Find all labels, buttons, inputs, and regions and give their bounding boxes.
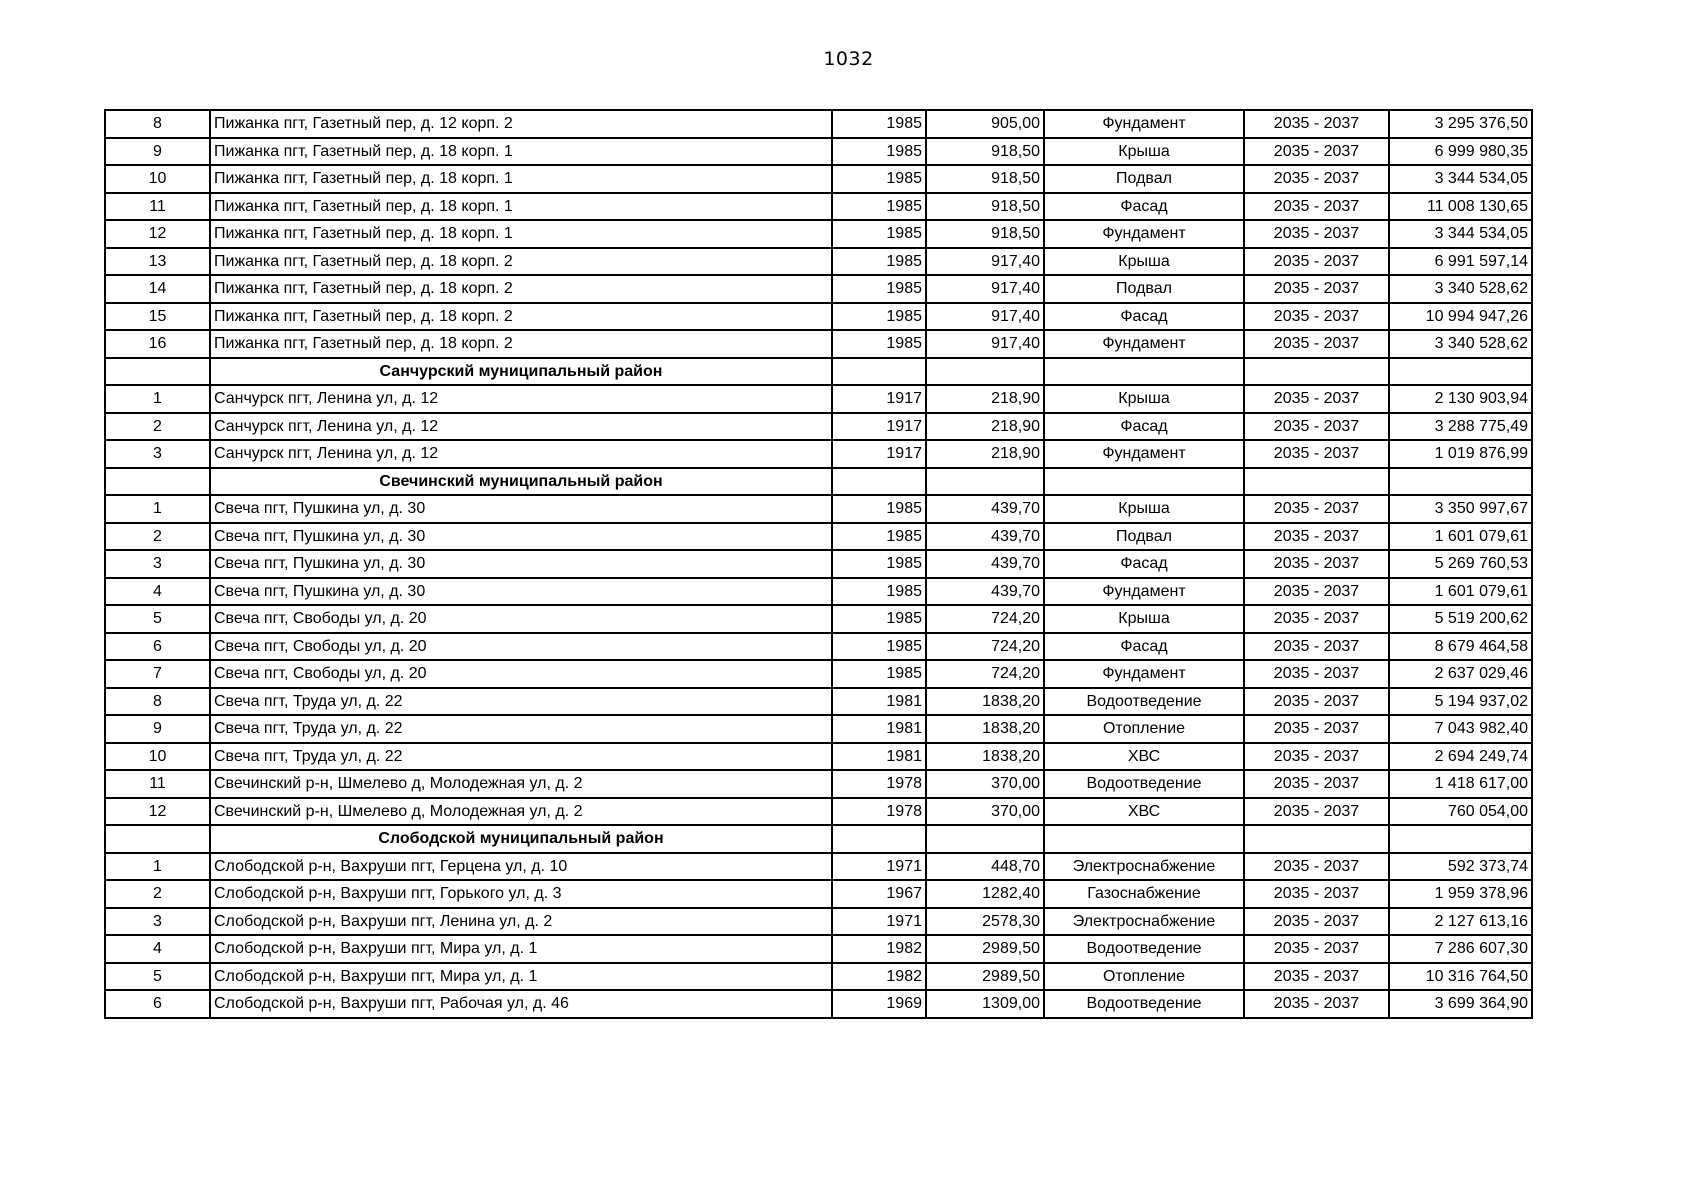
period-cell: 2035 - 2037 [1244, 440, 1389, 468]
period-cell: 2035 - 2037 [1244, 248, 1389, 276]
table-row [105, 935, 1532, 963]
address-cell: Свеча пгт, Пушкина ул, д. 30 [210, 578, 832, 606]
period-cell: 2035 - 2037 [1244, 633, 1389, 661]
table-row [105, 110, 1532, 138]
work-type-cell: Фундамент [1044, 110, 1244, 138]
year-built-cell: 1981 [832, 688, 926, 716]
table-row [105, 330, 1532, 358]
row-number: 8 [105, 110, 210, 138]
empty-cell [1044, 358, 1244, 386]
year-built-cell: 1917 [832, 440, 926, 468]
row-number: 5 [105, 963, 210, 991]
cost-cell: 1 019 876,99 [1389, 440, 1532, 468]
address-cell: Слободской р-н, Вахруши пгт, Герцена ул, д. 10 [210, 853, 832, 881]
period-cell: 2035 - 2037 [1244, 605, 1389, 633]
area-cell: 724,20 [926, 605, 1044, 633]
year-built-cell: 1969 [832, 990, 926, 1018]
work-type-cell: Подвал [1044, 275, 1244, 303]
period-cell: 2035 - 2037 [1244, 165, 1389, 193]
period-cell: 2035 - 2037 [1244, 275, 1389, 303]
year-built-cell: 1967 [832, 880, 926, 908]
cost-cell: 11 008 130,65 [1389, 193, 1532, 221]
address-cell: Свеча пгт, Пушкина ул, д. 30 [210, 550, 832, 578]
work-type-cell: Фасад [1044, 633, 1244, 661]
period-cell: 2035 - 2037 [1244, 550, 1389, 578]
work-type-cell: Фундамент [1044, 440, 1244, 468]
cost-cell: 3 344 534,05 [1389, 220, 1532, 248]
period-cell: 2035 - 2037 [1244, 330, 1389, 358]
row-number: 3 [105, 440, 210, 468]
cost-cell: 3 350 997,67 [1389, 495, 1532, 523]
area-cell: 1309,00 [926, 990, 1044, 1018]
work-type-cell: Крыша [1044, 605, 1244, 633]
address-cell: Свеча пгт, Пушкина ул, д. 30 [210, 523, 832, 551]
address-cell: Пижанка пгт, Газетный пер, д. 18 корп. 1 [210, 138, 832, 166]
row-number: 4 [105, 578, 210, 606]
period-cell: 2035 - 2037 [1244, 193, 1389, 221]
year-built-cell: 1985 [832, 303, 926, 331]
district-title: Слободской муниципальный район [210, 825, 832, 853]
period-cell: 2035 - 2037 [1244, 578, 1389, 606]
empty-cell [1244, 468, 1389, 496]
cost-cell: 3 344 534,05 [1389, 165, 1532, 193]
table-row [105, 880, 1532, 908]
work-type-cell: Фасад [1044, 193, 1244, 221]
work-type-cell: Газоснабжение [1044, 880, 1244, 908]
cost-cell: 10 316 764,50 [1389, 963, 1532, 991]
address-cell: Свеча пгт, Пушкина ул, д. 30 [210, 495, 832, 523]
address-cell: Пижанка пгт, Газетный пер, д. 18 корп. 2 [210, 275, 832, 303]
empty-cell [1244, 358, 1389, 386]
table-row [105, 853, 1532, 881]
work-type-cell: ХВС [1044, 798, 1244, 826]
period-cell: 2035 - 2037 [1244, 990, 1389, 1018]
area-cell: 918,50 [926, 165, 1044, 193]
area-cell: 439,70 [926, 523, 1044, 551]
address-cell: Санчурск пгт, Ленина ул, д. 12 [210, 413, 832, 441]
area-cell: 1282,40 [926, 880, 1044, 908]
cost-cell: 1 601 079,61 [1389, 578, 1532, 606]
period-cell: 2035 - 2037 [1244, 413, 1389, 441]
table-body [105, 110, 1532, 1018]
address-cell: Свеча пгт, Свободы ул, д. 20 [210, 633, 832, 661]
period-cell: 2035 - 2037 [1244, 963, 1389, 991]
row-number: 8 [105, 688, 210, 716]
year-built-cell: 1985 [832, 193, 926, 221]
work-type-cell: Водоотведение [1044, 990, 1244, 1018]
period-cell: 2035 - 2037 [1244, 495, 1389, 523]
row-number: 2 [105, 413, 210, 441]
work-type-cell: Электроснабжение [1044, 853, 1244, 881]
period-cell: 2035 - 2037 [1244, 660, 1389, 688]
table-row [105, 495, 1532, 523]
row-number: 12 [105, 798, 210, 826]
year-built-cell: 1985 [832, 330, 926, 358]
table-row [105, 743, 1532, 771]
cost-cell: 7 043 982,40 [1389, 715, 1532, 743]
district-header-row [105, 358, 1532, 386]
address-cell: Пижанка пгт, Газетный пер, д. 18 корп. 1 [210, 165, 832, 193]
address-cell: Пижанка пгт, Газетный пер, д. 18 корп. 1 [210, 193, 832, 221]
row-number: 10 [105, 165, 210, 193]
cost-cell: 592 373,74 [1389, 853, 1532, 881]
row-number: 7 [105, 660, 210, 688]
row-number: 4 [105, 935, 210, 963]
year-built-cell: 1985 [832, 138, 926, 166]
empty-cell [1389, 358, 1532, 386]
work-type-cell: Фундамент [1044, 578, 1244, 606]
year-built-cell: 1985 [832, 495, 926, 523]
cost-cell: 2 130 903,94 [1389, 385, 1532, 413]
cost-cell: 760 054,00 [1389, 798, 1532, 826]
year-built-cell: 1985 [832, 220, 926, 248]
cost-cell: 1 601 079,61 [1389, 523, 1532, 551]
row-number: 15 [105, 303, 210, 331]
table-row [105, 770, 1532, 798]
cost-cell: 7 286 607,30 [1389, 935, 1532, 963]
address-cell: Свеча пгт, Свободы ул, д. 20 [210, 605, 832, 633]
work-type-cell: Фасад [1044, 550, 1244, 578]
year-built-cell: 1985 [832, 523, 926, 551]
address-cell: Свеча пгт, Труда ул, д. 22 [210, 743, 832, 771]
row-number: 9 [105, 138, 210, 166]
work-type-cell: ХВС [1044, 743, 1244, 771]
row-number: 14 [105, 275, 210, 303]
address-cell: Свеча пгт, Свободы ул, д. 20 [210, 660, 832, 688]
work-type-cell: Отопление [1044, 963, 1244, 991]
address-cell: Слободской р-н, Вахруши пгт, Рабочая ул, д. 46 [210, 990, 832, 1018]
period-cell: 2035 - 2037 [1244, 688, 1389, 716]
year-built-cell: 1917 [832, 413, 926, 441]
area-cell: 917,40 [926, 303, 1044, 331]
year-built-cell: 1985 [832, 633, 926, 661]
empty-cell [832, 358, 926, 386]
table-row [105, 908, 1532, 936]
cost-cell: 5 194 937,02 [1389, 688, 1532, 716]
address-cell: Санчурск пгт, Ленина ул, д. 12 [210, 385, 832, 413]
empty-cell [832, 468, 926, 496]
area-cell: 439,70 [926, 495, 1044, 523]
area-cell: 2989,50 [926, 963, 1044, 991]
table-row [105, 688, 1532, 716]
cost-cell: 2 694 249,74 [1389, 743, 1532, 771]
row-number: 2 [105, 880, 210, 908]
period-cell: 2035 - 2037 [1244, 880, 1389, 908]
work-type-cell: Крыша [1044, 495, 1244, 523]
table-row [105, 715, 1532, 743]
work-type-cell: Водоотведение [1044, 770, 1244, 798]
area-cell: 448,70 [926, 853, 1044, 881]
cost-cell: 2 637 029,46 [1389, 660, 1532, 688]
period-cell: 2035 - 2037 [1244, 743, 1389, 771]
area-cell: 1838,20 [926, 743, 1044, 771]
area-cell: 917,40 [926, 248, 1044, 276]
table-row [105, 165, 1532, 193]
work-type-cell: Фундамент [1044, 220, 1244, 248]
empty-cell [832, 825, 926, 853]
period-cell: 2035 - 2037 [1244, 908, 1389, 936]
table-row [105, 413, 1532, 441]
table-row [105, 248, 1532, 276]
row-number: 5 [105, 605, 210, 633]
row-number: 3 [105, 550, 210, 578]
table-row [105, 303, 1532, 331]
cost-cell: 3 295 376,50 [1389, 110, 1532, 138]
district-title: Санчурский муниципальный район [210, 358, 832, 386]
year-built-cell: 1985 [832, 275, 926, 303]
address-cell: Пижанка пгт, Газетный пер, д. 18 корп. 1 [210, 220, 832, 248]
address-cell: Свеча пгт, Труда ул, д. 22 [210, 688, 832, 716]
row-number: 6 [105, 990, 210, 1018]
work-type-cell: Фундамент [1044, 330, 1244, 358]
address-cell: Слободской р-н, Вахруши пгт, Мира ул, д. 1 [210, 935, 832, 963]
year-built-cell: 1985 [832, 605, 926, 633]
empty-cell [926, 825, 1044, 853]
area-cell: 1838,20 [926, 688, 1044, 716]
table-row [105, 550, 1532, 578]
row-number: 16 [105, 330, 210, 358]
address-cell: Свечинский р-н, Шмелево д, Молодежная ул, д. 2 [210, 770, 832, 798]
year-built-cell: 1985 [832, 248, 926, 276]
empty-cell [1244, 825, 1389, 853]
cost-cell: 3 699 364,90 [1389, 990, 1532, 1018]
year-built-cell: 1982 [832, 963, 926, 991]
cost-cell: 5 269 760,53 [1389, 550, 1532, 578]
empty-cell [105, 825, 210, 853]
cost-cell: 3 340 528,62 [1389, 330, 1532, 358]
work-type-cell: Крыша [1044, 138, 1244, 166]
work-type-cell: Фундамент [1044, 660, 1244, 688]
cost-cell: 6 999 980,35 [1389, 138, 1532, 166]
work-type-cell: Крыша [1044, 385, 1244, 413]
area-cell: 218,90 [926, 413, 1044, 441]
year-built-cell: 1971 [832, 908, 926, 936]
work-type-cell: Электроснабжение [1044, 908, 1244, 936]
work-type-cell: Подвал [1044, 165, 1244, 193]
cost-cell: 8 679 464,58 [1389, 633, 1532, 661]
address-cell: Слободской р-н, Вахруши пгт, Горького ул, д. 3 [210, 880, 832, 908]
row-number: 1 [105, 385, 210, 413]
work-type-cell: Фасад [1044, 303, 1244, 331]
row-number: 3 [105, 908, 210, 936]
period-cell: 2035 - 2037 [1244, 523, 1389, 551]
area-cell: 370,00 [926, 770, 1044, 798]
empty-cell [1389, 468, 1532, 496]
row-number: 9 [105, 715, 210, 743]
page-number: 1032 [823, 48, 874, 70]
cost-cell: 10 994 947,26 [1389, 303, 1532, 331]
area-cell: 1838,20 [926, 715, 1044, 743]
cost-cell: 1 959 378,96 [1389, 880, 1532, 908]
district-title: Свечинский муниципальный район [210, 468, 832, 496]
table-row [105, 440, 1532, 468]
period-cell: 2035 - 2037 [1244, 220, 1389, 248]
cost-cell: 3 288 775,49 [1389, 413, 1532, 441]
address-cell: Пижанка пгт, Газетный пер, д. 18 корп. 2 [210, 248, 832, 276]
year-built-cell: 1917 [832, 385, 926, 413]
area-cell: 918,50 [926, 193, 1044, 221]
table-row [105, 963, 1532, 991]
work-type-cell: Подвал [1044, 523, 1244, 551]
year-built-cell: 1985 [832, 550, 926, 578]
table-row [105, 385, 1532, 413]
area-cell: 917,40 [926, 275, 1044, 303]
capital-repair-table [104, 109, 1533, 1019]
table-row [105, 660, 1532, 688]
cost-cell: 3 340 528,62 [1389, 275, 1532, 303]
period-cell: 2035 - 2037 [1244, 853, 1389, 881]
year-built-cell: 1978 [832, 770, 926, 798]
row-number: 11 [105, 193, 210, 221]
row-number: 13 [105, 248, 210, 276]
row-number: 2 [105, 523, 210, 551]
cost-cell: 1 418 617,00 [1389, 770, 1532, 798]
area-cell: 724,20 [926, 633, 1044, 661]
district-header-row [105, 468, 1532, 496]
area-cell: 2989,50 [926, 935, 1044, 963]
empty-cell [926, 468, 1044, 496]
year-built-cell: 1981 [832, 715, 926, 743]
table-row [105, 523, 1532, 551]
work-type-cell: Крыша [1044, 248, 1244, 276]
work-type-cell: Водоотведение [1044, 935, 1244, 963]
row-number: 6 [105, 633, 210, 661]
empty-cell [105, 468, 210, 496]
period-cell: 2035 - 2037 [1244, 303, 1389, 331]
work-type-cell: Фасад [1044, 413, 1244, 441]
table-row [105, 578, 1532, 606]
table-row [105, 193, 1532, 221]
period-cell: 2035 - 2037 [1244, 138, 1389, 166]
area-cell: 439,70 [926, 578, 1044, 606]
area-cell: 370,00 [926, 798, 1044, 826]
year-built-cell: 1978 [832, 798, 926, 826]
table-row [105, 220, 1532, 248]
cost-cell: 6 991 597,14 [1389, 248, 1532, 276]
period-cell: 2035 - 2037 [1244, 385, 1389, 413]
empty-cell [105, 358, 210, 386]
address-cell: Свеча пгт, Труда ул, д. 22 [210, 715, 832, 743]
table-row [105, 605, 1532, 633]
row-number: 11 [105, 770, 210, 798]
empty-cell [1389, 825, 1532, 853]
address-cell: Пижанка пгт, Газетный пер, д. 18 корп. 2 [210, 330, 832, 358]
table-row [105, 798, 1532, 826]
table-row [105, 633, 1532, 661]
address-cell: Пижанка пгт, Газетный пер, д. 18 корп. 2 [210, 303, 832, 331]
address-cell: Санчурск пгт, Ленина ул, д. 12 [210, 440, 832, 468]
area-cell: 439,70 [926, 550, 1044, 578]
area-cell: 917,40 [926, 330, 1044, 358]
table-row [105, 138, 1532, 166]
year-built-cell: 1985 [832, 165, 926, 193]
year-built-cell: 1985 [832, 660, 926, 688]
table-row [105, 275, 1532, 303]
row-number: 1 [105, 853, 210, 881]
period-cell: 2035 - 2037 [1244, 935, 1389, 963]
year-built-cell: 1981 [832, 743, 926, 771]
table-row [105, 990, 1532, 1018]
year-built-cell: 1985 [832, 578, 926, 606]
area-cell: 218,90 [926, 385, 1044, 413]
area-cell: 918,50 [926, 138, 1044, 166]
period-cell: 2035 - 2037 [1244, 798, 1389, 826]
empty-cell [1044, 468, 1244, 496]
area-cell: 918,50 [926, 220, 1044, 248]
year-built-cell: 1982 [832, 935, 926, 963]
district-header-row [105, 825, 1532, 853]
period-cell: 2035 - 2037 [1244, 715, 1389, 743]
work-type-cell: Отопление [1044, 715, 1244, 743]
period-cell: 2035 - 2037 [1244, 110, 1389, 138]
address-cell: Слободской р-н, Вахруши пгт, Ленина ул, д. 2 [210, 908, 832, 936]
area-cell: 724,20 [926, 660, 1044, 688]
area-cell: 218,90 [926, 440, 1044, 468]
row-number: 10 [105, 743, 210, 771]
address-cell: Свечинский р-н, Шмелево д, Молодежная ул, д. 2 [210, 798, 832, 826]
work-type-cell: Водоотведение [1044, 688, 1244, 716]
year-built-cell: 1971 [832, 853, 926, 881]
area-cell: 905,00 [926, 110, 1044, 138]
period-cell: 2035 - 2037 [1244, 770, 1389, 798]
area-cell: 2578,30 [926, 908, 1044, 936]
cost-cell: 5 519 200,62 [1389, 605, 1532, 633]
row-number: 12 [105, 220, 210, 248]
empty-cell [1044, 825, 1244, 853]
empty-cell [926, 358, 1044, 386]
cost-cell: 2 127 613,16 [1389, 908, 1532, 936]
address-cell: Слободской р-н, Вахруши пгт, Мира ул, д. 1 [210, 963, 832, 991]
year-built-cell: 1985 [832, 110, 926, 138]
row-number: 1 [105, 495, 210, 523]
address-cell: Пижанка пгт, Газетный пер, д. 12 корп. 2 [210, 110, 832, 138]
